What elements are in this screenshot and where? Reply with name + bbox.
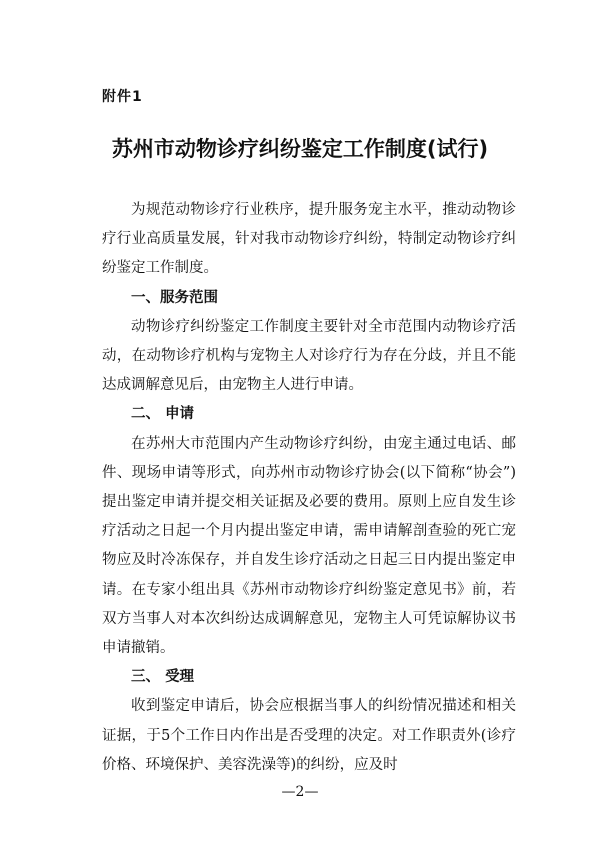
section-heading-scope [102,284,516,313]
document-title: 苏州市动物诊疗纠纷鉴定工作制度(试行) [111,137,489,161]
section-title: 受理 [165,669,195,686]
section-paragraph: 收到鉴定申请后，协会应根据当事人的纠纷情况描述和相关证据，于5个工作日内作出是否受理的决定。对工作职责外(诊疗价格、环境保护、美容洗澡等)的纠纷，应及时 [102,698,516,773]
section-title: 服务范围 [160,289,218,306]
section-number: 一、 [131,289,160,306]
section-heading-application [102,400,516,429]
document-body [102,196,516,780]
section-paragraph: 动物诊疗纠纷鉴定工作制度主要针对全市范围内动物诊疗活动，在动物诊疗机构与宠物主人对诊疗行为存在分歧，并且不能达成调解意见后，由宠物主人进行申请。 [102,318,516,394]
section-title: 申请 [165,406,195,423]
section-number: 二、 [131,406,166,423]
intro-paragraph: 为规范动物诊疗行业秩序，提升服务宠主水平，推动动物诊疗行业高质量发展，针对我市动物诊疗纠纷，特制定动物诊疗纠纷鉴定工作制度。 [102,202,516,277]
section-heading-acceptance [102,663,516,692]
section-number: 三、 [131,669,166,686]
section-paragraph: 在苏州大市范围内产生动物诊疗纠纷，由宠主通过电话、邮件、现场申请等形式，向苏州市动物诊疗协会(以下简称“协会”)提出鉴定申请并提交相关证据及必要的费用。原则上应自发生诊疗活动之日起一个月内提出鉴定申请，需申请解剖查验的死亡宠物应及时冷冻保存，并自发生诊疗活动之日起三日内提出鉴定申请。在专家小组出具《苏州市动物诊疗纠纷鉴定意见书》前，若双方当事人对本次纠纷达成调解意见，宠物主人可凭谅解协议书申请撤销。 [102,435,516,657]
page-number: —2— [281,784,319,800]
attachment-label: 附件1 [102,89,143,105]
